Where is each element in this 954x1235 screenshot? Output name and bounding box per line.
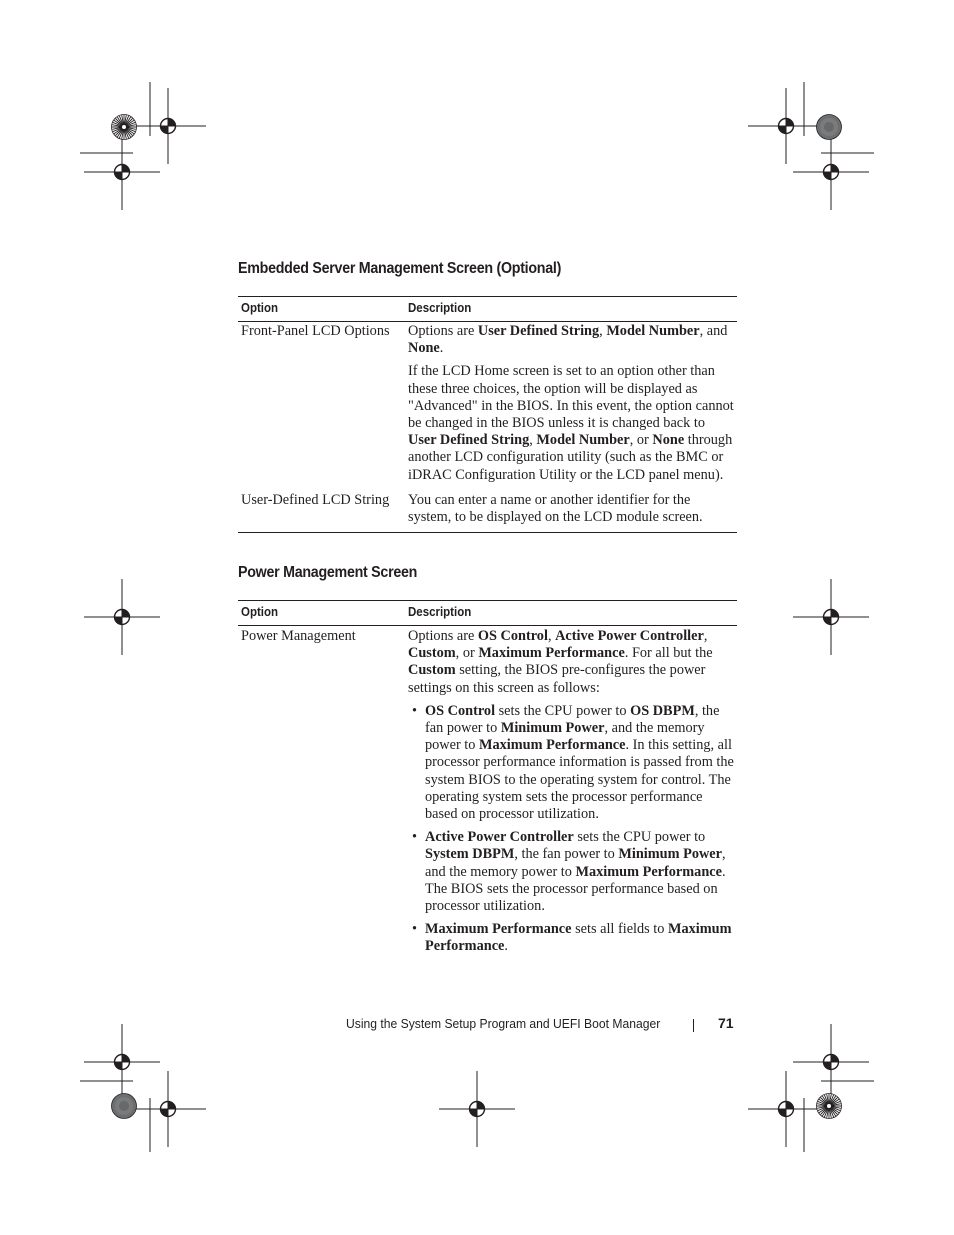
registration-mark-icon: [793, 134, 869, 210]
power-settings-list: [408, 703, 734, 956]
list-item: • Active Power Controller sets the CPU power to System DBPM, the fan power to Minimum Power, and the memory power to Maximum Performance. The BIOS sets the processor performance based on processor utilization.: [408, 829, 734, 915]
header-option: Option: [241, 605, 279, 619]
option-user-defined-lcd-string: User-Defined LCD String: [241, 491, 390, 508]
solid-gray-circle-icon: [112, 1094, 137, 1119]
header-description: Description: [408, 301, 472, 315]
registration-mark-icon: [793, 579, 869, 655]
registration-mark-icon: [130, 1071, 206, 1147]
registration-mark-icon: [84, 134, 160, 210]
starburst-target-icon: [112, 115, 137, 140]
header-option: Option: [241, 301, 279, 315]
registration-mark-icon: [748, 88, 824, 164]
page-number: 71: [718, 1015, 734, 1031]
description-paragraph: Options are User Defined String, Model Number, and None.: [408, 323, 728, 357]
list-item: • Maximum Performance sets all fields to Maximum Performance.: [408, 921, 734, 955]
description-power-management: [408, 628, 734, 956]
solid-gray-circle-icon: [817, 115, 842, 140]
option-power-management: Power Management: [241, 628, 356, 644]
registration-mark-icon: [130, 88, 206, 164]
description-paragraph: If the LCD Home screen is set to an option other than these three choices, the option will be displayed as "Advanced" in the BIOS. In this event, the option cannot be changed in the BIOS unless it is changed back to User Defined String, Model Number, or None through another LCD configuration utility (such as the BMC or iDRAC Configuration Utility or the LCD panel menu).: [408, 363, 734, 483]
table-row: [238, 490, 737, 533]
registration-mark-icon: [84, 1024, 160, 1100]
registration-mark-icon: [793, 1024, 869, 1100]
description-paragraph: You can enter a name or another identifier for the system, to be displayed on the LCD module screen.: [408, 491, 703, 526]
option-front-panel-lcd-options: Front-Panel LCD Options: [241, 323, 390, 339]
description-front-panel-lcd-options: [408, 323, 734, 484]
header-description: Description: [408, 605, 472, 619]
table-row: [238, 322, 737, 484]
table-header: [238, 296, 737, 322]
registration-mark-icon: [84, 579, 160, 655]
description-user-defined-lcd-string: [408, 492, 734, 526]
footer-separator: [693, 1019, 694, 1032]
registration-mark-icon: [748, 1071, 824, 1147]
table-header: [238, 600, 737, 626]
table-row: [238, 626, 737, 956]
section-title-power-management: Power Management Screen: [238, 564, 418, 581]
running-footer: Using the System Setup Program and UEFI Boot Manager: [346, 1016, 661, 1031]
power-management-table: [238, 600, 737, 962]
section-title-embedded-server-management: Embedded Server Management Screen (Optional): [238, 260, 562, 277]
registration-mark-icon: [439, 1071, 515, 1147]
starburst-target-icon: [817, 1094, 842, 1119]
description-paragraph: Options are OS Control, Active Power Controller, Custom, or Maximum Performance. For all but the Custom setting, the BIOS pre-configures the power settings on this screen as follows:: [408, 628, 713, 696]
embedded-server-management-table: [238, 296, 737, 533]
list-item: • OS Control sets the CPU power to OS DBPM, the fan power to Minimum Power, and the memory power to Maximum Performance. In this setting, all processor performance information is passed from the system BIOS to the operating system for control. The operating system sets the processor performance based on processor utilization.: [408, 703, 734, 823]
